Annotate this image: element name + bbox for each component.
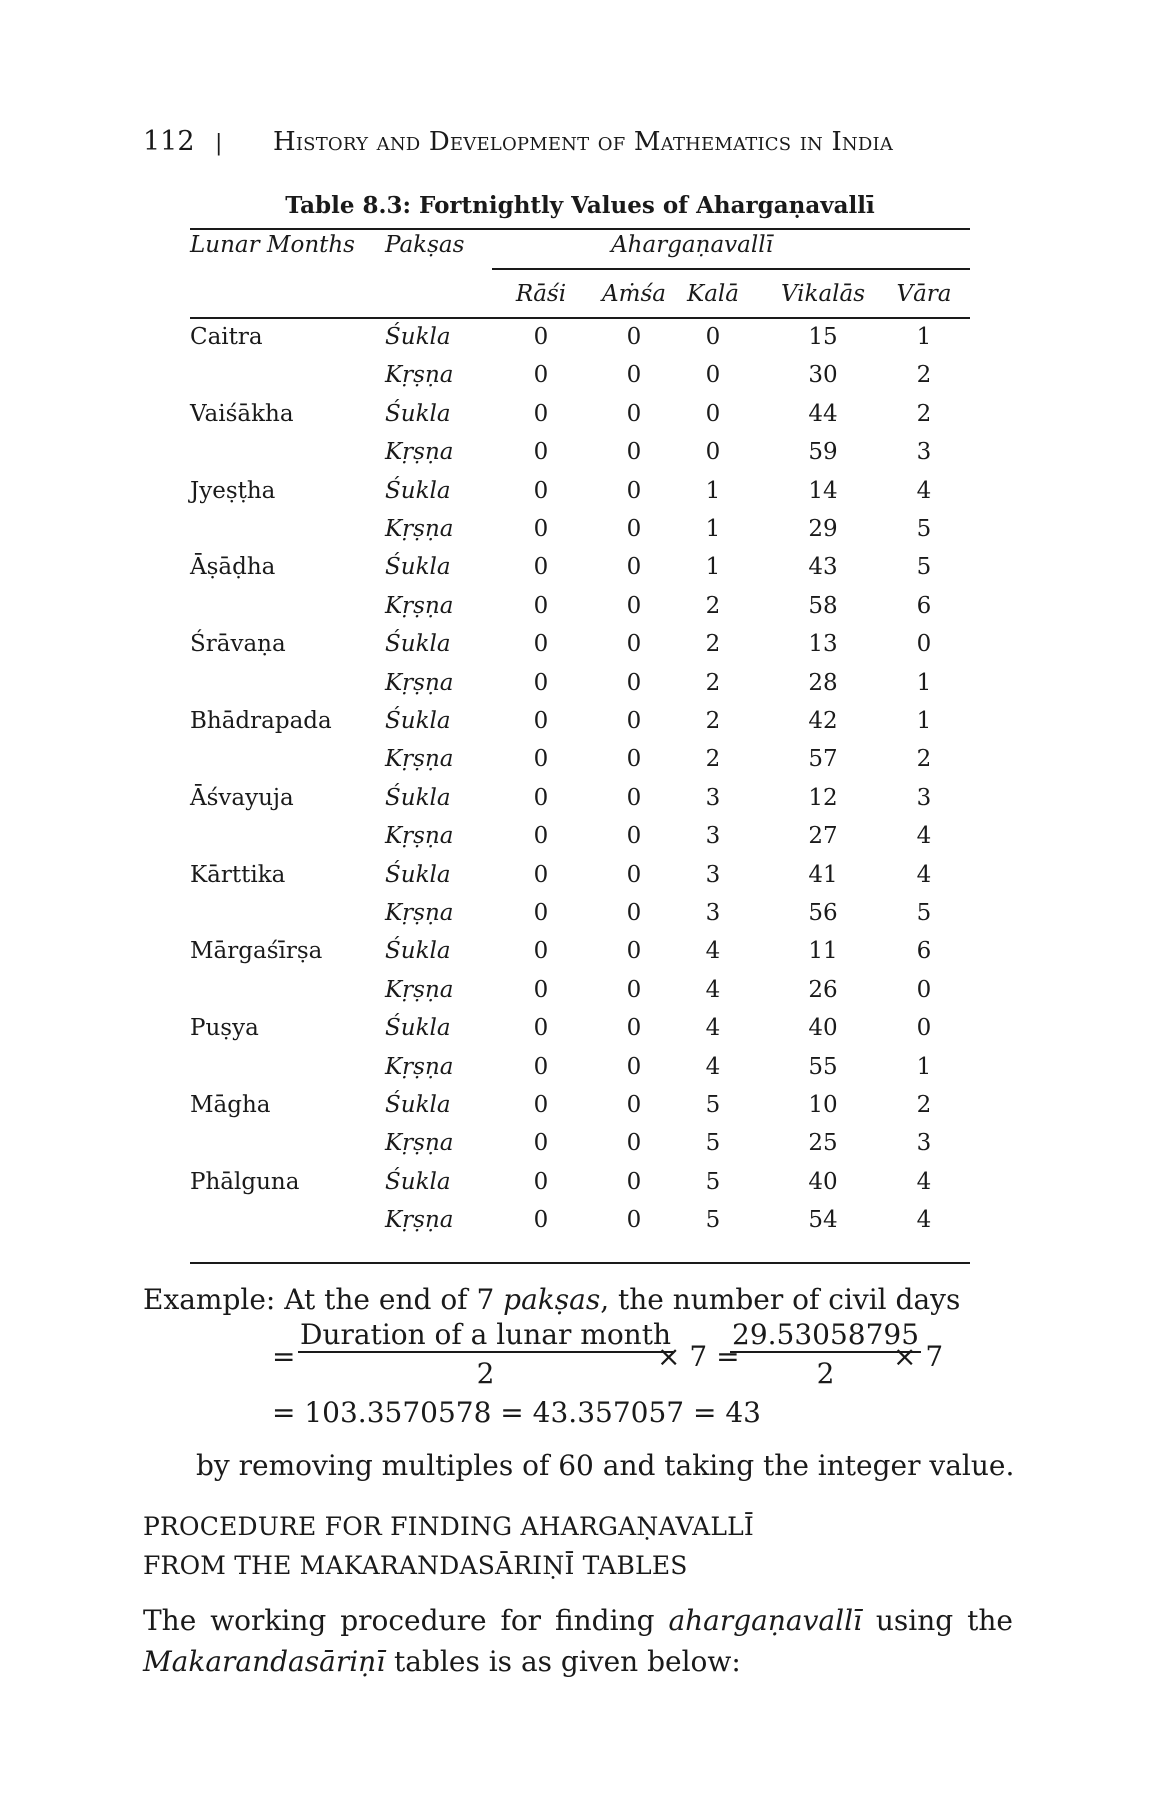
cell-paksa: Kṛṣṇa <box>385 362 454 389</box>
cell-rasi: 0 <box>533 708 549 734</box>
cell-kala: 1 <box>705 554 721 581</box>
page-number: 112 <box>143 126 195 157</box>
cell-rasi: 0 <box>533 900 549 926</box>
cell-paksa: Śukla <box>385 708 451 734</box>
cell-amsa: 0 <box>626 1053 642 1080</box>
cell-rasi: 0 <box>533 631 549 658</box>
table-row <box>0 670 1165 708</box>
header-ahargana-group: Ahargaṇavallī <box>611 232 773 258</box>
cell-lunar-month: Mārgaśīrṣa <box>190 938 323 965</box>
cell-kala: 2 <box>705 708 721 734</box>
times-seven-b: × 7 <box>893 1340 944 1373</box>
table-row <box>0 862 1165 900</box>
cell-kala: 4 <box>705 976 721 1003</box>
cell-vikalas: 14 <box>808 477 838 504</box>
cell-vara: 4 <box>916 1168 932 1195</box>
cell-vikalas: 30 <box>808 362 838 389</box>
cell-lunar-month: Puṣya <box>190 1015 259 1042</box>
cell-paksa: Śukla <box>385 938 451 965</box>
cell-amsa: 0 <box>626 861 642 888</box>
table-bottom-rule <box>190 1262 970 1264</box>
table-row <box>0 554 1165 592</box>
cell-amsa: 0 <box>626 1015 642 1042</box>
cell-lunar-month: Bhādrapada <box>190 708 332 734</box>
header-vikalas: Vikalās <box>780 281 866 307</box>
cell-amsa: 0 <box>626 1168 642 1195</box>
cell-lunar-month: Śrāvaṇa <box>190 631 286 658</box>
cell-rasi: 0 <box>533 784 549 811</box>
cell-kala: 5 <box>705 1207 721 1234</box>
section-heading-line2: FROM THE MAKARANDASĀRIṆĪ TABLES <box>143 1551 688 1580</box>
cell-kala: 3 <box>705 823 721 850</box>
cell-rasi: 0 <box>533 1015 549 1042</box>
cell-rasi: 0 <box>533 861 549 888</box>
cell-lunar-month: Vaiśākha <box>190 400 294 427</box>
example-lead-italic: pakṣas <box>503 1283 601 1316</box>
cell-vikalas: 40 <box>808 1015 838 1042</box>
section-heading-line1: PROCEDURE FOR FINDING AHARGAṆAVALLĪ <box>143 1512 755 1541</box>
cell-paksa: Śukla <box>385 554 451 581</box>
cell-vikalas: 56 <box>808 900 838 926</box>
cell-vikalas: 40 <box>808 1168 838 1195</box>
cell-rasi: 0 <box>533 1053 549 1080</box>
cell-rasi: 0 <box>533 477 549 504</box>
cell-rasi: 0 <box>533 324 549 350</box>
table-row <box>0 1169 1165 1207</box>
fraction-duration <box>298 1318 673 1390</box>
table-row <box>0 785 1165 823</box>
cell-amsa: 0 <box>626 823 642 850</box>
equals-sign: = <box>272 1340 296 1373</box>
cell-amsa: 0 <box>626 976 642 1003</box>
paragraph-line1-b: using the <box>861 1604 1013 1637</box>
cell-vara: 4 <box>916 861 932 888</box>
fraction-duration-denominator: 2 <box>476 1357 495 1390</box>
cell-vara: 5 <box>916 516 932 542</box>
cell-amsa: 0 <box>626 516 642 542</box>
cell-rasi: 0 <box>533 516 549 542</box>
cell-paksa: Śukla <box>385 324 451 350</box>
cell-amsa: 0 <box>626 938 642 965</box>
cell-amsa: 0 <box>626 477 642 504</box>
cell-vara: 2 <box>916 400 932 427</box>
cell-lunar-month: Kārttika <box>190 861 286 888</box>
cell-kala: 5 <box>705 1130 721 1157</box>
table-row <box>0 631 1165 669</box>
cell-kala: 0 <box>705 439 721 466</box>
cell-vara: 1 <box>916 669 932 696</box>
fraction-duration-numerator: Duration of a lunar month <box>300 1318 671 1351</box>
cell-rasi: 0 <box>533 823 549 850</box>
cell-amsa: 0 <box>626 554 642 581</box>
cell-vikalas: 42 <box>808 708 838 734</box>
table-row <box>0 516 1165 554</box>
example-lead <box>143 1283 960 1316</box>
cell-kala: 2 <box>705 669 721 696</box>
cell-amsa: 0 <box>626 631 642 658</box>
cell-vara: 3 <box>916 439 932 466</box>
cell-amsa: 0 <box>626 746 642 773</box>
cell-vikalas: 29 <box>808 516 838 542</box>
cell-vara: 2 <box>916 1092 932 1118</box>
table-row <box>0 938 1165 976</box>
cell-vikalas: 28 <box>808 669 838 696</box>
cell-paksa: Śukla <box>385 1015 451 1042</box>
cell-amsa: 0 <box>626 900 642 926</box>
cell-vikalas: 54 <box>808 1207 838 1234</box>
cell-rasi: 0 <box>533 592 549 619</box>
cell-rasi: 0 <box>533 669 549 696</box>
cell-kala: 1 <box>705 516 721 542</box>
cell-vikalas: 10 <box>808 1092 838 1118</box>
header-paksas: Pakṣas <box>385 232 465 258</box>
group-header-rule <box>492 268 970 270</box>
header-separator: | <box>215 131 223 156</box>
cell-lunar-month: Āśvayuja <box>190 784 294 811</box>
cell-vara: 1 <box>916 324 932 350</box>
cell-paksa: Kṛṣṇa <box>385 516 454 542</box>
cell-rasi: 0 <box>533 1092 549 1118</box>
fraction-value-numerator: 29.53058795 <box>732 1318 920 1351</box>
paragraph-line1 <box>143 1604 1013 1637</box>
header-vara: Vāra <box>896 281 952 307</box>
cell-vikalas: 27 <box>808 823 838 850</box>
cell-kala: 4 <box>705 938 721 965</box>
paragraph-line1-italic: ahargaṇavallī <box>668 1604 862 1637</box>
cell-vara: 4 <box>916 477 932 504</box>
cell-vikalas: 41 <box>808 861 838 888</box>
table-top-rule <box>190 228 970 230</box>
cell-rasi: 0 <box>533 554 549 581</box>
cell-amsa: 0 <box>626 1092 642 1118</box>
table-row <box>0 746 1165 784</box>
example-lead-tail: , the number of civil days <box>600 1283 961 1316</box>
cell-rasi: 0 <box>533 938 549 965</box>
cell-vara: 5 <box>916 900 932 926</box>
cell-kala: 5 <box>705 1092 721 1118</box>
cell-vara: 6 <box>916 592 932 619</box>
cell-kala: 2 <box>705 746 721 773</box>
header-bottom-rule <box>190 317 970 319</box>
cell-vara: 3 <box>916 1130 932 1157</box>
table-row <box>0 439 1165 477</box>
cell-paksa: Kṛṣṇa <box>385 592 454 619</box>
running-head-title: History and Development of Mathematics in India <box>273 127 894 157</box>
cell-vara: 1 <box>916 708 932 734</box>
cell-amsa: 0 <box>626 439 642 466</box>
paragraph-line2-italic: Makarandasāriṇī <box>143 1645 386 1678</box>
table-row <box>0 1054 1165 1092</box>
table-row <box>0 478 1165 516</box>
example-lead-text: Example: At the end of 7 <box>143 1283 504 1316</box>
cell-vikalas: 26 <box>808 976 838 1003</box>
table-row <box>0 708 1165 746</box>
cell-amsa: 0 <box>626 324 642 350</box>
cell-kala: 3 <box>705 861 721 888</box>
cell-rasi: 0 <box>533 1168 549 1195</box>
cell-vara: 1 <box>916 1053 932 1080</box>
cell-lunar-month: Jyeṣṭha <box>190 477 276 504</box>
cell-rasi: 0 <box>533 400 549 427</box>
header-rasi: Rāśi <box>515 281 567 307</box>
paragraph-line2-b: tables is as given below: <box>385 1645 741 1678</box>
header-kala: Kalā <box>687 281 739 307</box>
cell-vikalas: 12 <box>808 784 838 811</box>
cell-vara: 0 <box>916 631 932 658</box>
cell-vikalas: 57 <box>808 746 838 773</box>
cell-vikalas: 55 <box>808 1053 838 1080</box>
running-header <box>143 126 893 157</box>
cell-amsa: 0 <box>626 1207 642 1234</box>
cell-kala: 3 <box>705 900 721 926</box>
fraction-value-denominator: 2 <box>816 1357 835 1390</box>
cell-paksa: Śukla <box>385 1092 451 1118</box>
cell-paksa: Kṛṣṇa <box>385 1053 454 1080</box>
table-row <box>0 1092 1165 1130</box>
header-amsa: Aṁśa <box>602 281 666 307</box>
cell-amsa: 0 <box>626 592 642 619</box>
cell-lunar-month: Caitra <box>190 324 263 350</box>
cell-vikalas: 15 <box>808 324 838 350</box>
cell-vara: 5 <box>916 554 932 581</box>
cell-kala: 5 <box>705 1168 721 1195</box>
cell-vara: 2 <box>916 362 932 389</box>
cell-kala: 0 <box>705 400 721 427</box>
cell-amsa: 0 <box>626 784 642 811</box>
cell-amsa: 0 <box>626 1130 642 1157</box>
cell-kala: 0 <box>705 324 721 350</box>
cell-amsa: 0 <box>626 362 642 389</box>
cell-kala: 2 <box>705 592 721 619</box>
cell-vara: 4 <box>916 1207 932 1234</box>
cell-vikalas: 58 <box>808 592 838 619</box>
cell-vikalas: 44 <box>808 400 838 427</box>
cell-paksa: Kṛṣṇa <box>385 746 454 773</box>
cell-kala: 1 <box>705 477 721 504</box>
cell-paksa: Śukla <box>385 400 451 427</box>
table-row <box>0 1130 1165 1168</box>
cell-vikalas: 11 <box>808 938 838 965</box>
header-lunar-months: Lunar Months <box>190 232 355 258</box>
paragraph-line2 <box>143 1645 741 1678</box>
example-result: = 103.3570578 = 43.357057 = 43 <box>272 1396 761 1429</box>
cell-kala: 4 <box>705 1015 721 1042</box>
cell-amsa: 0 <box>626 708 642 734</box>
paragraph-line1-a: The working procedure for finding <box>143 1604 669 1637</box>
table-row <box>0 1207 1165 1245</box>
cell-kala: 2 <box>705 631 721 658</box>
cell-paksa: Śukla <box>385 861 451 888</box>
table-row <box>0 324 1165 362</box>
times-seven-a: × 7 = <box>657 1340 740 1373</box>
cell-paksa: Śukla <box>385 784 451 811</box>
cell-paksa: Kṛṣṇa <box>385 1130 454 1157</box>
cell-lunar-month: Phālguna <box>190 1168 300 1195</box>
cell-paksa: Kṛṣṇa <box>385 976 454 1003</box>
cell-rasi: 0 <box>533 362 549 389</box>
cell-paksa: Kṛṣṇa <box>385 669 454 696</box>
cell-paksa: Kṛṣṇa <box>385 439 454 466</box>
cell-vara: 0 <box>916 976 932 1003</box>
cell-vara: 0 <box>916 1015 932 1042</box>
cell-vara: 4 <box>916 823 932 850</box>
cell-lunar-month: Āṣāḍha <box>190 554 276 581</box>
cell-paksa: Kṛṣṇa <box>385 900 454 926</box>
table-row <box>0 977 1165 1015</box>
cell-rasi: 0 <box>533 1130 549 1157</box>
cell-lunar-month: Māgha <box>190 1092 271 1118</box>
cell-vikalas: 13 <box>808 631 838 658</box>
cell-rasi: 0 <box>533 1207 549 1234</box>
cell-vara: 6 <box>916 938 932 965</box>
table-row <box>0 1015 1165 1053</box>
cell-amsa: 0 <box>626 669 642 696</box>
cell-paksa: Śukla <box>385 631 451 658</box>
table-row <box>0 593 1165 631</box>
cell-vikalas: 25 <box>808 1130 838 1157</box>
cell-kala: 3 <box>705 784 721 811</box>
example-note: by removing multiples of 60 and taking the integer value. <box>196 1449 1015 1482</box>
cell-paksa: Śukla <box>385 1168 451 1195</box>
cell-rasi: 0 <box>533 439 549 466</box>
cell-vikalas: 59 <box>808 439 838 466</box>
cell-rasi: 0 <box>533 976 549 1003</box>
cell-vara: 2 <box>916 746 932 773</box>
cell-vikalas: 43 <box>808 554 838 581</box>
table-row <box>0 900 1165 938</box>
cell-vara: 3 <box>916 784 932 811</box>
table-row <box>0 401 1165 439</box>
cell-amsa: 0 <box>626 400 642 427</box>
cell-kala: 4 <box>705 1053 721 1080</box>
cell-paksa: Kṛṣṇa <box>385 823 454 850</box>
cell-paksa: Kṛṣṇa <box>385 1207 454 1234</box>
table-row <box>0 362 1165 400</box>
cell-rasi: 0 <box>533 746 549 773</box>
cell-kala: 0 <box>705 362 721 389</box>
cell-paksa: Śukla <box>385 477 451 504</box>
table-title: Table 8.3: Fortnightly Values of Ahargaṇavallī <box>285 192 875 219</box>
table-row <box>0 823 1165 861</box>
